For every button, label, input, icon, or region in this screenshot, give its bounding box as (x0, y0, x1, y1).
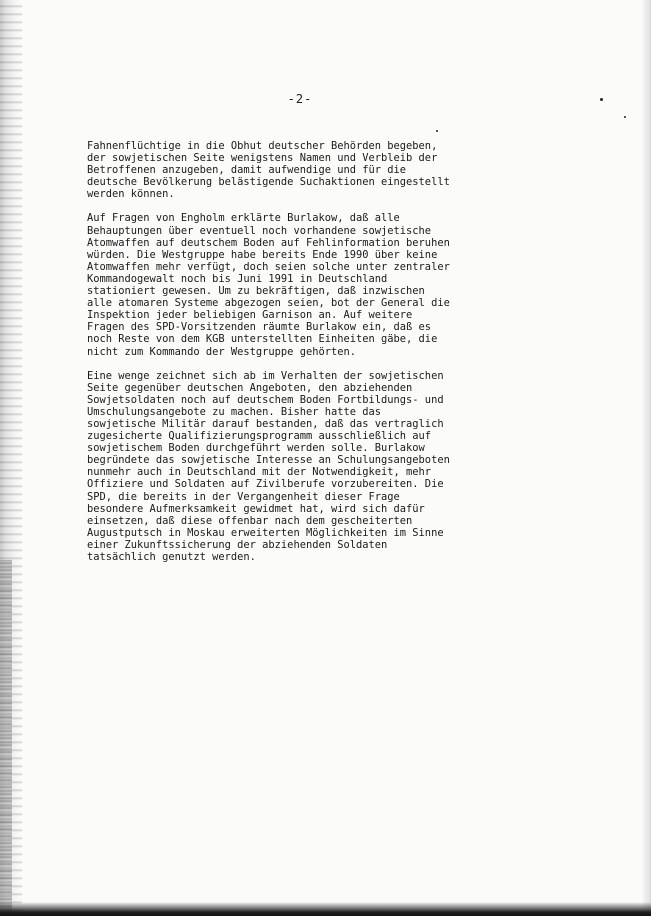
text-line: Atomwaffen mehr verfügt, doch seien solche unter zentraler (87, 260, 450, 273)
text-line: deutsche Bevölkerung belästigende Suchaktionen eingestellt (87, 176, 450, 189)
text-line: nicht zum Kommando der Westgruppe gehörten. (87, 345, 356, 358)
text-line: einer Zukunftssicherung der abziehenden Soldaten (87, 538, 388, 551)
text-line: der sowjetischen Seite wenigstens Namen und Verbleib der (87, 152, 438, 165)
text-line: einsetzen, daß diese offenbar nach dem gescheiterten (87, 514, 413, 527)
scan-edge-bottom (0, 902, 651, 916)
text-line: sowjetischem Boden durchgeführt werden solle. Burlakow (87, 442, 425, 455)
paragraph (87, 370, 607, 564)
text-line: tatsächlich genutzt werden. (87, 551, 256, 563)
scan-speck (624, 116, 626, 118)
page-number: -2- (287, 92, 313, 106)
text-line: noch Reste von dem KGB unterstellten Einheiten gäbe, die (87, 333, 438, 346)
scan-speck (600, 98, 603, 101)
text-line: nunmehr auch in Deutschland mit der Notwendigkeit, mehr (87, 466, 432, 479)
text-line: würden. Die Westgruppe habe bereits Ende 1990 über keine (87, 248, 438, 261)
text-line: Betroffenen anzugeben, damit aufwendige und für die (87, 164, 407, 177)
text-line: Behauptungen über eventuell noch vorhandene sowjetische (87, 224, 432, 237)
text-line: Atomwaffen auf deutschem Boden auf Fehlinformation beruhen (87, 236, 450, 249)
text-line: Augustputsch in Moskau erweiterten Möglichkeiten im Sinne (87, 526, 444, 539)
text-line: Seite gegenüber deutschen Angeboten, den abziehenden (87, 381, 413, 394)
paragraph (87, 140, 607, 200)
text-line: Inspektion jeder beliebigen Garnison an. Auf weitere (87, 309, 413, 322)
scan-edge-left-noise (0, 560, 12, 916)
text-line: SPD, die bereits in der Vergangenheit dieser Frage (87, 490, 400, 503)
scan-edge-right (641, 0, 651, 916)
text-line: Offiziere und Soldaten auf Zivilberufe vorzubereiten. Die (87, 478, 444, 491)
text-line: Kommandogewalt noch bis Juni 1991 in Deutschland (87, 272, 388, 285)
text-line: begründete das sowjetische Interesse an Schulungsangeboten (87, 454, 450, 467)
body-text (87, 140, 607, 575)
text-line: alle atomaren Systeme abgezogen seien, bot der General die (87, 297, 450, 310)
text-line: Fragen des SPD-Vorsitzenden räumte Burlakow ein, daß es (87, 321, 432, 334)
text-line: Fahnenflüchtige in die Obhut deutscher Behörden begeben, (87, 140, 438, 152)
text-line: sowjetische Militär darauf bestanden, daß das vertraglich (87, 417, 444, 430)
text-line: Eine wenge zeichnet sich ab im Verhalten der sowjetischen (87, 369, 444, 382)
text-line: Auf Fragen von Engholm erklärte Burlakow, daß alle (87, 212, 400, 225)
text-line: Sowjetsoldaten noch auf deutschem Boden Fortbildungs- und (87, 393, 444, 406)
paragraph (87, 212, 607, 357)
text-line: zugesicherte Qualifizierungsprogramm ausschließlich auf (87, 430, 432, 443)
scan-speck (436, 130, 438, 132)
text-line: besondere Aufmerksamkeit gewidmet hat, wird sich dafür (87, 502, 425, 515)
text-line: stationiert gewesen. Um zu bekräftigen, daß inzwischen (87, 285, 425, 298)
text-line: werden können. (87, 188, 175, 201)
text-line: Umschulungsangebote zu machen. Bisher hatte das (87, 405, 382, 418)
